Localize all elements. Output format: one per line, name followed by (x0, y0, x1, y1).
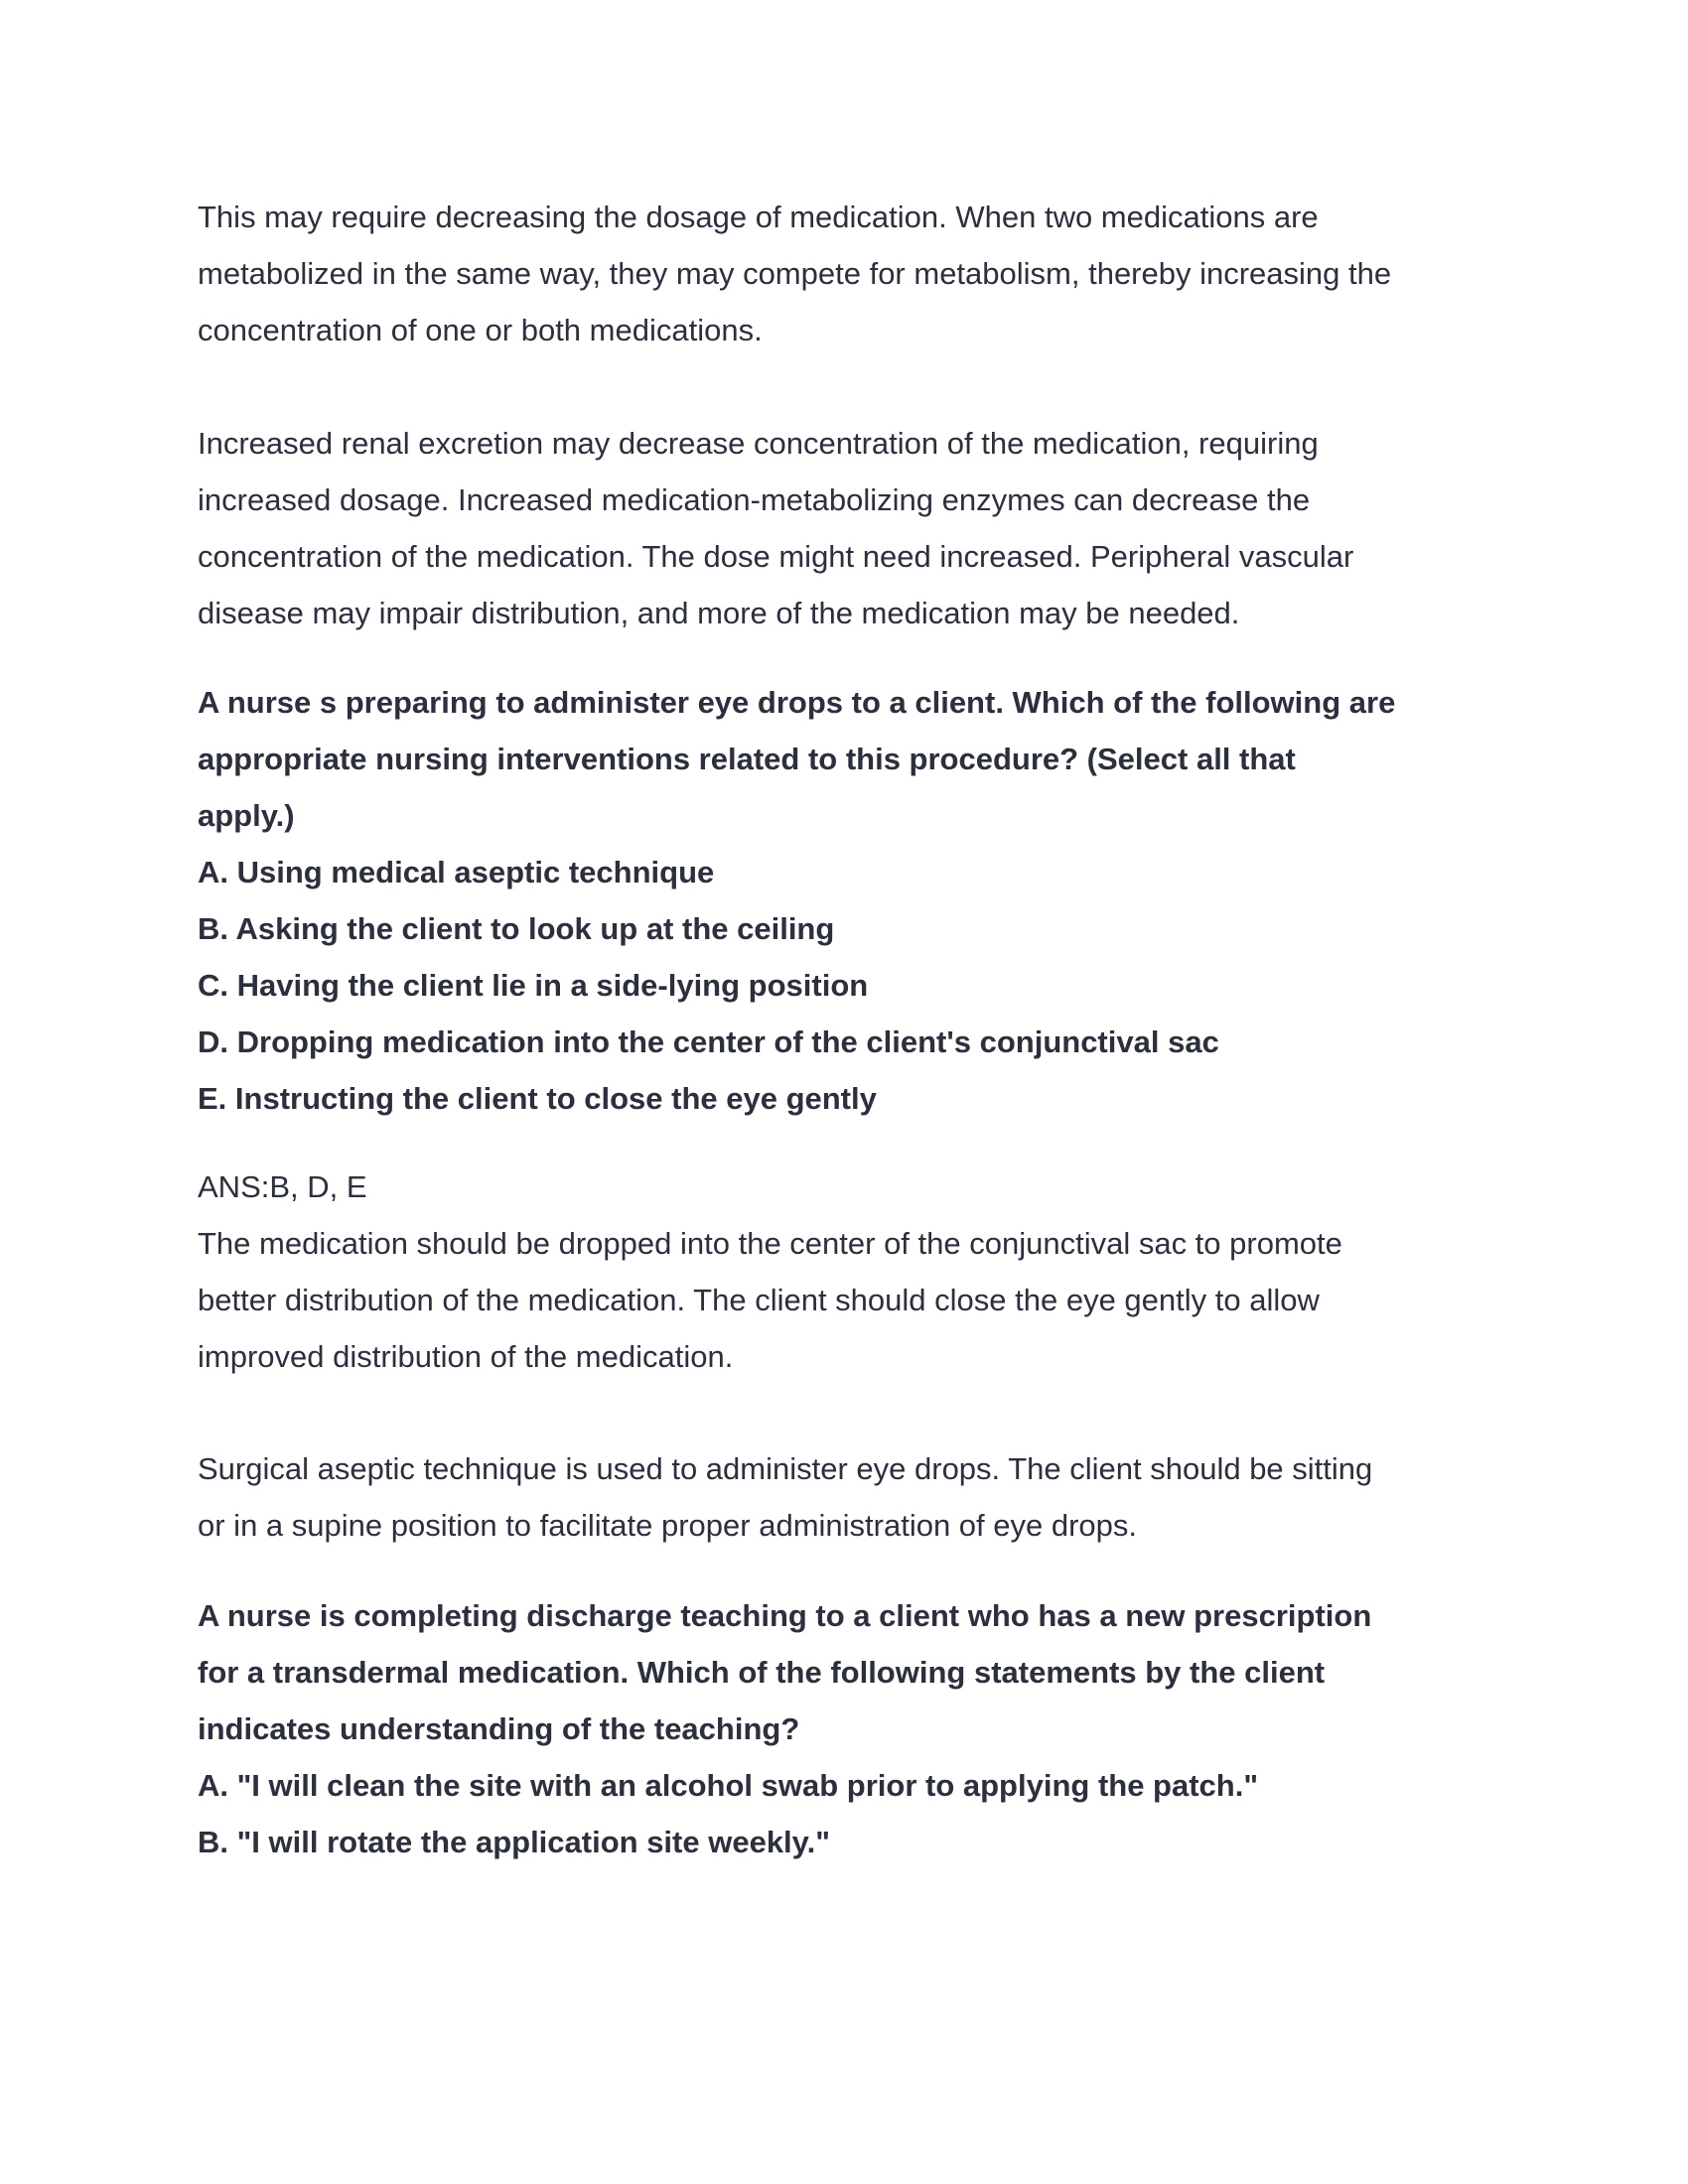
question-2 (198, 1587, 1588, 1870)
option-a: A. Using medical aseptic technique (198, 855, 715, 889)
text-line: concentration of one or both medications. (198, 313, 763, 347)
option-a: A. "I will clean the site with an alcohol swab prior to applying the patch." (198, 1768, 1259, 1803)
question-stem: A nurse is completing discharge teaching to a client who has a new prescription (198, 1598, 1372, 1633)
answer-block (198, 1159, 1588, 1385)
question-stem: for a transdermal medication. Which of the following statements by the client (198, 1655, 1326, 1690)
text-line: disease may impair distribution, and more of the medication may be needed. (198, 596, 1240, 630)
text-line: Increased renal excretion may decrease concentration of the medication, requiring (198, 426, 1319, 461)
option-b: B. Asking the client to look up at the ceiling (198, 911, 835, 946)
rationale-line: Surgical aseptic technique is used to administer eye drops. The client should be sitting (198, 1451, 1373, 1486)
text-line: concentration of the medication. The dose might need increased. Peripheral vascular (198, 539, 1354, 574)
option-c: C. Having the client lie in a side-lying position (198, 968, 869, 1003)
question-1 (198, 674, 1588, 1127)
option-d: D. Dropping medication into the center of the client's conjunctival sac (198, 1024, 1219, 1059)
paragraph-metabolism (198, 189, 1588, 358)
text-line: metabolized in the same way, they may compete for metabolism, thereby increasing the (198, 256, 1392, 291)
option-e: E. Instructing the client to close the eye gently (198, 1081, 877, 1116)
option-b: B. "I will rotate the application site weekly." (198, 1825, 830, 1859)
question-stem: apply.) (198, 798, 295, 833)
text-line: This may require decreasing the dosage of medication. When two medications are (198, 200, 1319, 234)
rationale-paragraph (198, 1440, 1588, 1554)
question-stem: indicates understanding of the teaching? (198, 1711, 800, 1746)
question-stem: appropriate nursing interventions related to this procedure? (Select all that (198, 742, 1296, 776)
text-line: increased dosage. Increased medication-metabolizing enzymes can decrease the (198, 482, 1311, 517)
rationale-line: improved distribution of the medication. (198, 1339, 734, 1374)
answer-key: ANS:B, D, E (198, 1169, 367, 1204)
rationale-line: or in a supine position to facilitate proper administration of eye drops. (198, 1508, 1138, 1543)
question-stem: A nurse s preparing to administer eye drops to a client. Which of the following are (198, 685, 1396, 720)
paragraph-excretion (198, 415, 1588, 641)
rationale-line: better distribution of the medication. The client should close the eye gently to allow (198, 1283, 1320, 1317)
rationale-line: The medication should be dropped into the center of the conjunctival sac to promote (198, 1226, 1342, 1261)
